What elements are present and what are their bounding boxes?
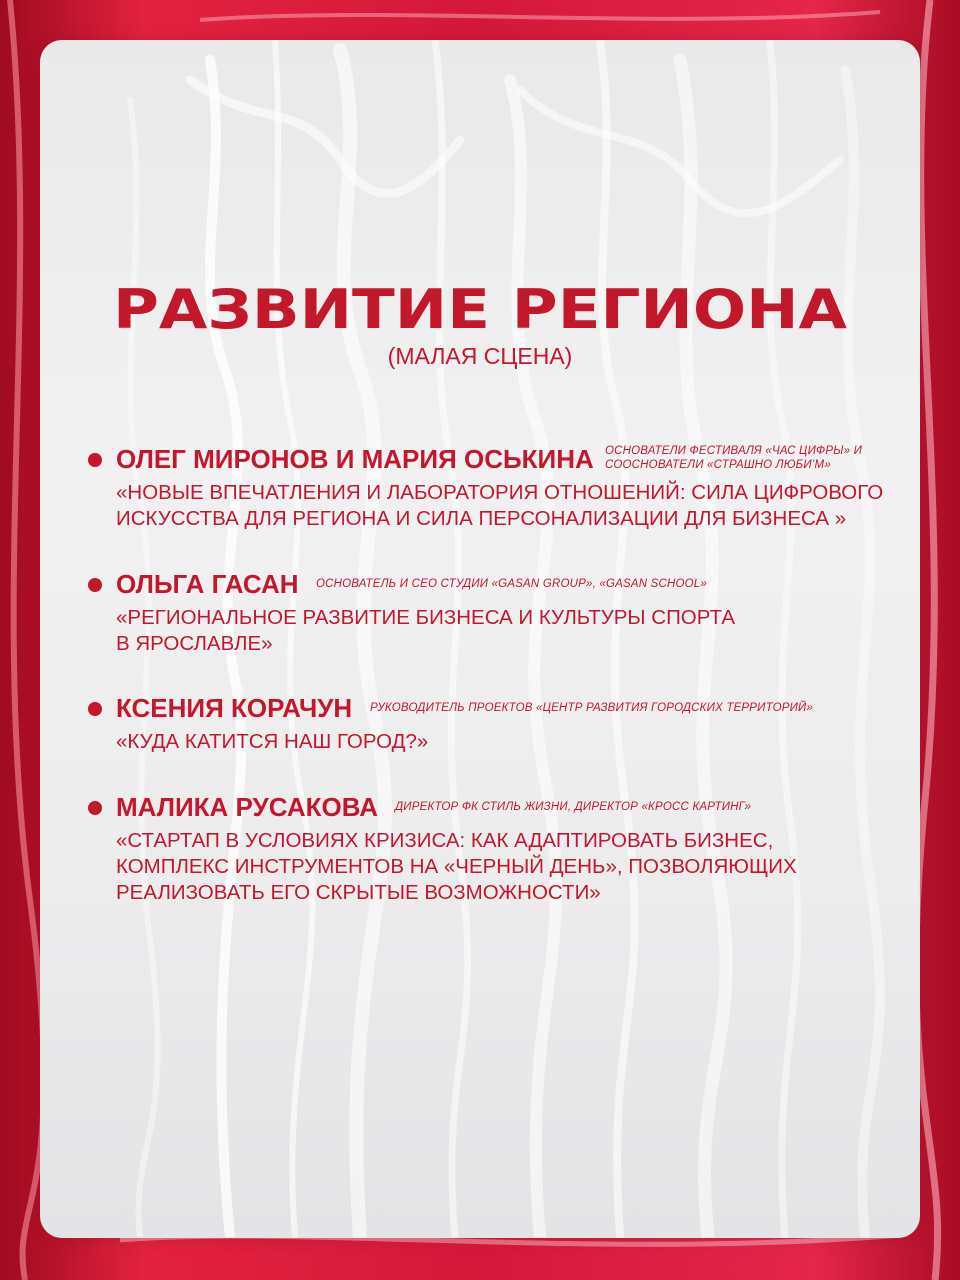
speaker-item	[88, 567, 908, 667]
speaker-item	[88, 442, 908, 552]
speaker-talk-line: В ЯРОСЛАВЛЕ»	[116, 632, 273, 655]
speaker-talk	[116, 729, 428, 755]
speaker-role-line: ДИРЕКТОР ФК СТИЛЬ ЖИЗНИ, ДИРЕКТОР «КРОСС КАРТИНГ»	[395, 801, 752, 813]
speaker-role	[605, 444, 862, 472]
speaker-talk-line: «СТАРТАП В УСЛОВИЯХ КРИЗИСА: КАК АДАПТИРОВАТЬ БИЗНЕС,	[116, 829, 774, 852]
page-subtitle: (МАЛАЯ СЦЕНА)	[387, 343, 573, 369]
bullet-icon	[88, 801, 102, 815]
speaker-role-line: СООСНОВАТЕЛИ «СТРАШНО ЛЮБИ’М»	[605, 459, 831, 471]
speaker-talk-line: «НОВЫЕ ВПЕЧАТЛЕНИЯ И ЛАБОРАТОРИЯ ОТНОШЕНИЙ: СИЛА ЦИФРОВОГО	[116, 481, 884, 504]
speaker-talk-line: РЕАЛИЗОВАТЬ ЕГО СКРЫТЫЕ ВОЗМОЖНОСТИ»	[116, 881, 601, 904]
speaker-role	[370, 701, 813, 715]
page-title: РАЗВИТИЕ РЕГИОНА	[112, 278, 847, 341]
speaker-name: МАЛИКА РУСАКОВА	[116, 792, 378, 822]
speaker-role	[395, 800, 751, 814]
speaker-talk	[116, 828, 797, 906]
bullet-icon	[88, 702, 102, 716]
speaker-item	[88, 691, 908, 761]
bullet-icon	[88, 453, 102, 467]
speaker-role	[316, 577, 707, 591]
bullet-icon	[88, 578, 102, 592]
speaker-talk-line: «КУДА КАТИТСЯ НАШ ГОРОД?»	[116, 730, 429, 753]
speaker-name: КСЕНИЯ КОРАЧУН	[116, 693, 353, 723]
speaker-talk	[116, 605, 735, 657]
speaker-name: ОЛЕГ МИРОНОВ И МАРИЯ ОСЬКИНА	[116, 444, 594, 474]
speaker-role-line: РУКОВОДИТЕЛЬ ПРОЕКТОВ «ЦЕНТР РАЗВИТИЯ ГОРОДСКИХ ТЕРРИТОРИЙ»	[370, 702, 814, 714]
info-panel	[40, 40, 920, 1238]
speaker-name: ОЛЬГА ГАСАН	[116, 569, 299, 599]
speaker-role-line: ОСНОВАТЕЛЬ И CEO СТУДИИ «GASAN GROUP», «GASAN SCHOOL»	[316, 578, 707, 590]
speaker-talk-line: КОМПЛЕКС ИНСТРУМЕНТОВ НА «ЧЕРНЫЙ ДЕНЬ», ПОЗВОЛЯЮЩИХ	[116, 855, 797, 878]
speaker-talk-line: «РЕГИОНАЛЬНОЕ РАЗВИТИЕ БИЗНЕСА И КУЛЬТУРЫ СПОРТА	[116, 606, 736, 629]
speaker-role-line: ОСНОВАТЕЛИ ФЕСТИВАЛЯ «ЧАС ЦИФРЫ» И	[605, 445, 863, 457]
speaker-item	[88, 790, 908, 920]
speaker-talk	[116, 480, 883, 532]
speaker-talk-line: ИСКУССТВА ДЛЯ РЕГИОНА И СИЛА ПЕРСОНАЛИЗАЦИИ ДЛЯ БИЗНЕСА »	[116, 507, 847, 530]
